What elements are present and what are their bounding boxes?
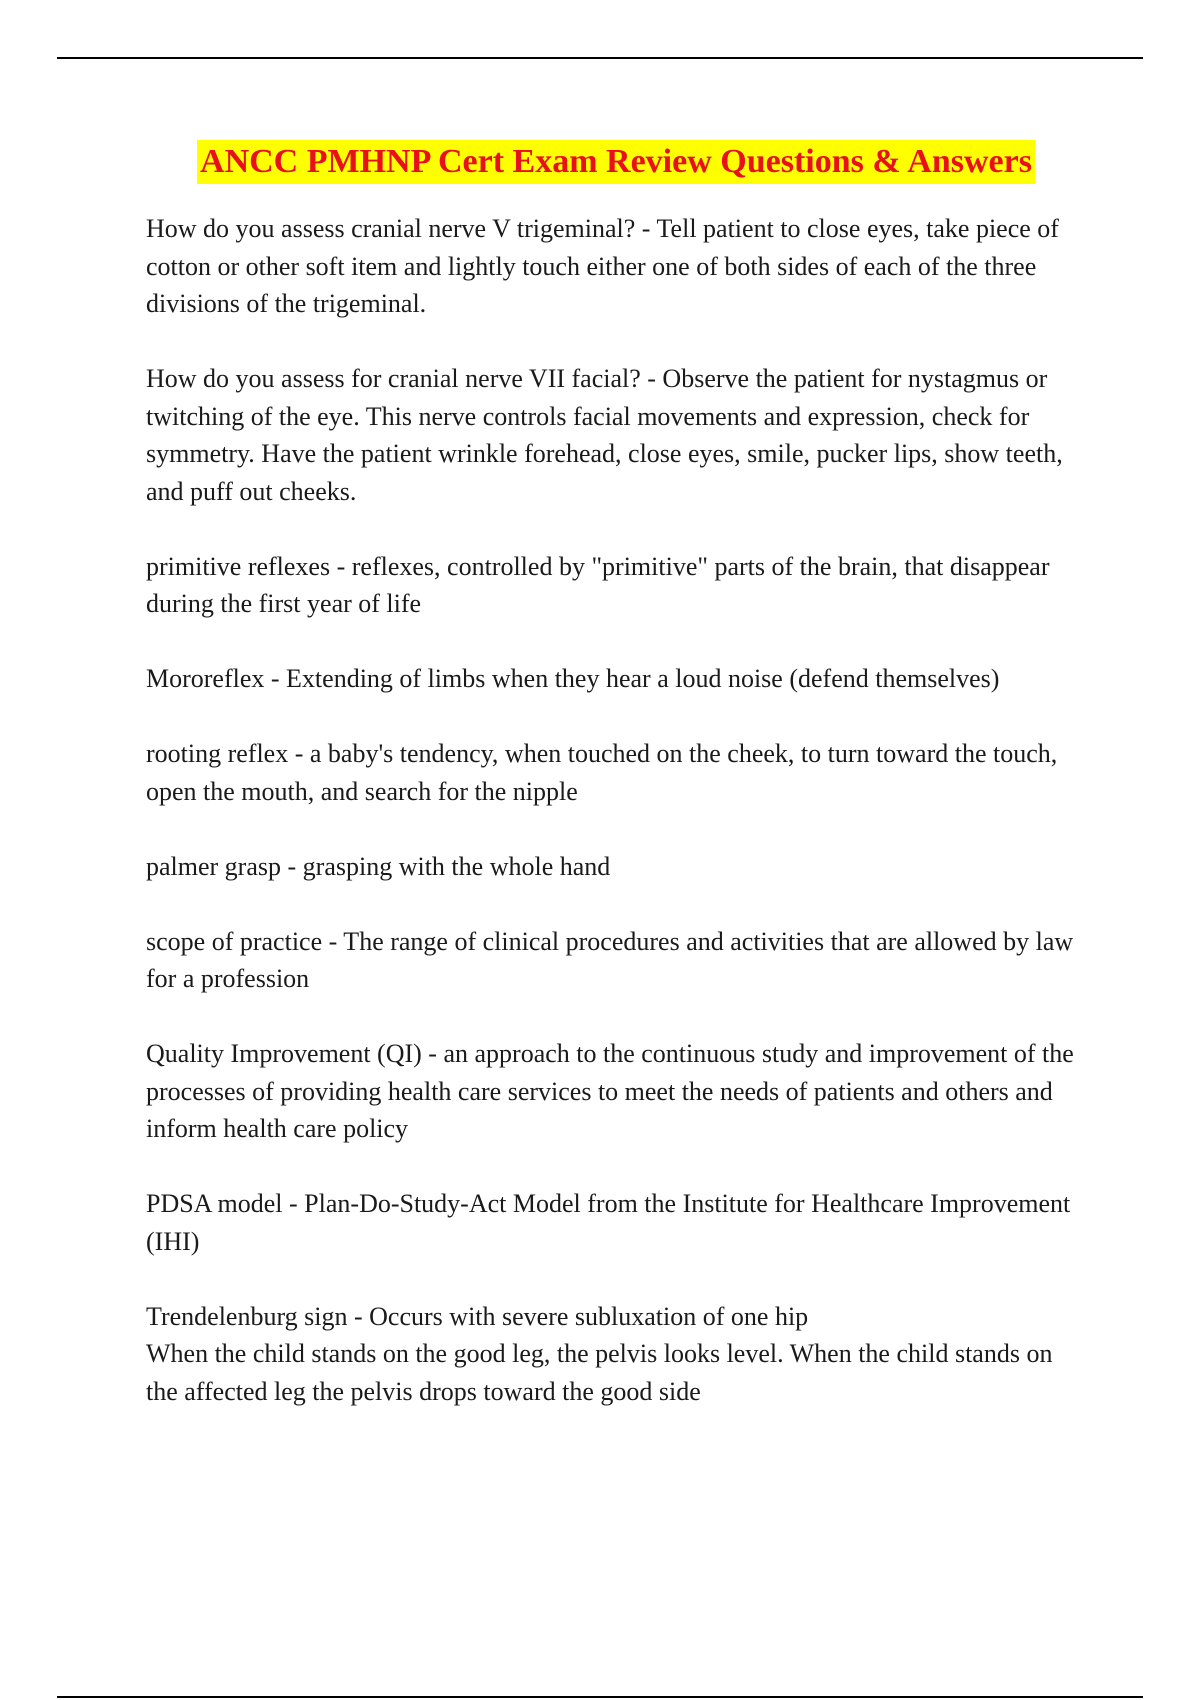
qa-entry-primitive-reflexes: primitive reflexes - reflexes, controlled by "primitive" parts of the brain, that disappear during the first year of life [146, 551, 1050, 618]
qa-entry-mororeflex: Mororeflex - Extending of limbs when they hear a loud noise (defend themselves) [146, 664, 1000, 693]
document-title: ANCC PMHNP Cert Exam Review Questions & Answers [197, 140, 1035, 184]
qa-entry-facial: How do you assess for cranial nerve VII facial? - Observe the patient for nystagmus or twitching of the eye. This nerve controls facial movements and expression, check for symmetry. Have the patient wrinkle forehead, close eyes, smile, pucker lips, show teeth, and puff out cheeks. [146, 364, 1063, 506]
qa-entry-pdsa-model: PDSA model - Plan-Do-Study-Act Model from the Institute for Healthcare Improvement (IHI) [146, 1189, 1071, 1256]
qa-entry-trigeminal: How do you assess cranial nerve V trigeminal? - Tell patient to close eyes, take piece of cotton or other soft item and lightly touch either one of both sides of each of the three divisions of the trigeminal. [146, 214, 1059, 318]
qa-entry-trendelenburg-sign: Trendelenburg sign - Occurs with severe subluxation of one hip When the child stands on the good leg, the pelvis looks level. When the child stands on the affected leg the pelvis drops toward the good side [146, 1301, 1053, 1406]
qa-entry-rooting-reflex: rooting reflex - a baby's tendency, when touched on the cheek, to turn toward the touch, open the mouth, and search for the nipple [146, 739, 1058, 806]
qa-list [146, 210, 1086, 1410]
qa-entry-palmer-grasp: palmer grasp - grasping with the whole hand [146, 851, 611, 881]
title-container [146, 140, 1086, 184]
document-page [146, 140, 1086, 1448]
footer-rule [57, 1696, 1143, 1698]
qa-entry-scope-of-practice: scope of practice - The range of clinical procedures and activities that are allowed by law for a profession [146, 926, 1074, 993]
header-rule [57, 57, 1143, 59]
qa-entry-quality-improvement: Quality Improvement (QI) - an approach to the continuous study and improvement of the processes of providing health care services to meet the needs of patients and others and inform health care policy [146, 1039, 1074, 1143]
